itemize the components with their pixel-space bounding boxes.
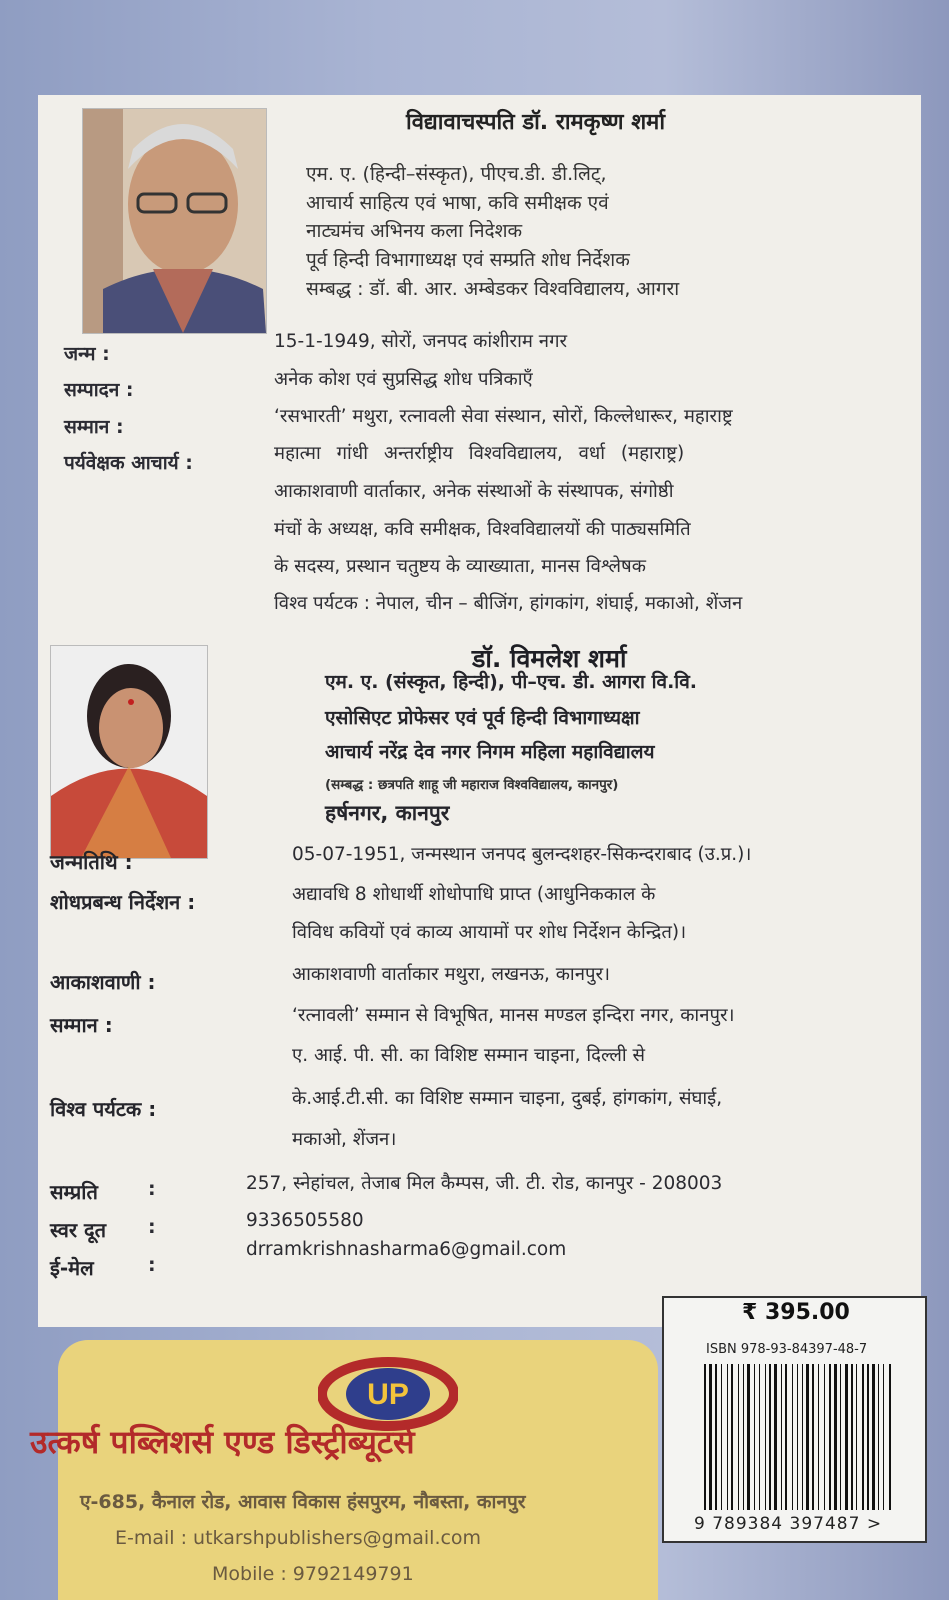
author1-qualification: एम. ए. (हिन्दी–संस्कृत), पीएच.डी. डी.लिट्, [306,163,607,185]
publisher-email: E-mail : utkarshpublishers@gmail.com [115,1527,482,1549]
honours-label: सम्मान : [64,416,124,438]
supervisor-line: मंचों के अध्यक्ष, कवि समीक्षक, विश्वविद्यालयों की पाठ्यसमिति [274,519,691,540]
publisher-name: उत्कर्ष पब्लिशर्स एण्ड डिस्ट्रीब्यूटर्स [30,1423,415,1461]
address-colon: : [148,1178,156,1200]
author2-qualification: एम. ए. (संस्कृत, हिन्दी), पी–एच. डी. आगरा वि.वि. [325,671,697,693]
world-travel-line: विश्व पर्यटक : नेपाल, चीन – बीजिंग, हांगकांग, शंघाई, मकाओ, शेंजन [274,593,743,614]
honours-value: ‘रसभारती’ मथुरा, रत्नावली सेवा संस्थान, सोरों, किल्लेधारूर, महाराष्ट्र [274,406,733,427]
publisher-panel [58,1340,658,1600]
birth-value: 15-1-1949, सोरों, जनपद कांशीराम नगर [274,331,568,352]
phone-colon: : [148,1216,156,1238]
editing-label: सम्पादन : [64,379,134,401]
author2-qualification: आचार्य नरेंद्र देव नगर निगम महिला महाविद्यालय [325,741,655,763]
price-value: ₹ 395.00 [742,1300,850,1325]
email-colon: : [148,1254,156,1276]
barcode [700,1364,900,1514]
author1-name: विद्यावाचस्पति डॉ. रामकृष्ण शर्मा [406,110,666,135]
supervisor-line: महात्मा गांधी अन्तर्राष्ट्रीय विश्वविद्यालय, वर्धा (महाराष्ट्र) [274,443,685,464]
author2-affiliation: (सम्बद्ध : छत्रपति शाहू जी महाराज विश्वविद्यालय, कानपुर) [325,777,619,793]
editing-value: अनेक कोश एवं सुप्रसिद्ध शोध पत्रिकाएँ [274,369,533,390]
thesis-line: विविध कवियों एवं काव्य आयामों पर शोध निर्देशन केन्द्रित)। [292,922,687,943]
radio-value: आकाशवाणी वार्ताकार मथुरा, लखनऊ, कानपुर। [292,964,611,985]
address-value: 257, स्नेहांचल, तेजाब मिल कैम्पस, जी. टी. रोड, कानपुर - 208003 [246,1173,723,1194]
radio-label: आकाशवाणी : [50,970,156,994]
dob-label: जन्मतिथि : [50,850,133,874]
address-label: सम्प्रति [50,1180,98,1204]
supervisor-line: आकाशवाणी वार्ताकार, अनेक संस्थाओं के संस्थापक, संगोष्ठी [274,481,674,502]
dob-value: 05-07-1951, जन्मस्थान जनपद बुलन्दशहर-सिकन्दराबाद (उ.प्र.)। [292,844,752,865]
author1-photo [82,108,267,334]
honours2-line: ए. आई. पी. सी. का विशिष्ट सम्मान चाइना, दिल्ली से [292,1045,646,1066]
author2-photo [50,645,208,859]
publisher-address: ए-685, कैनाल रोड, आवास विकास हंसपुरम, नौबस्ता, कानपुर [80,1491,526,1513]
thesis-label: शोधप्रबन्ध निर्देशन : [50,890,196,914]
author1-qualification: आचार्य साहित्य एवं भाषा, कवि समीक्षक एवं [306,192,609,214]
thesis-line: अद्यावधि 8 शोधार्थी शोधोपाधि प्राप्त (आधुनिककाल के [292,884,656,905]
svg-text:UP: UP [367,1378,409,1411]
author1-qualification: सम्बद्ध : डॉ. बी. आर. अम्बेडकर विश्वविद्यालय, आगरा [306,278,680,300]
phone-label: स्वर दूत [50,1218,107,1242]
supervisor-line: के सदस्य, प्रस्थान चतुष्टय के व्याख्याता, मानस विश्लेषक [274,556,646,577]
email-value: drramkrishnasharma6@gmail.com [246,1239,567,1260]
phone-value: 9336505580 [246,1210,364,1231]
barcode-digits: 9 789384 397487 > [694,1514,883,1534]
supervisor-label: पर्यवेक्षक आचार्य : [64,452,193,474]
travel-line: मकाओ, शेंजन। [292,1129,397,1150]
author2-name: डॉ. विमलेश शर्मा [472,644,627,673]
author2-place: हर्षनगर, कानपुर [325,801,450,825]
birth-label: जन्म : [64,343,110,365]
travel-label: विश्व पर्यटक : [50,1097,157,1121]
isbn-text: ISBN 978-93-84397-48-7 [706,1342,868,1357]
email-label: ई-मेल [50,1256,94,1280]
honours2-label: सम्मान : [50,1013,113,1037]
author1-qualification: नाट्यमंच अभिनय कला निदेशक [306,220,523,242]
travel-line: के.आई.टी.सी. का विशिष्ट सम्मान चाइना, दुबई, हांगकांग, संघाई, [292,1088,723,1109]
author1-qualification: पूर्व हिन्दी विभागाध्यक्ष एवं सम्प्रति शोध निर्देशक [306,249,630,271]
publisher-mobile: Mobile : 9792149791 [212,1563,414,1585]
author2-qualification: एसोसिएट प्रोफेसर एवं पूर्व हिन्दी विभागाध्यक्षा [325,707,640,729]
honours2-line: ‘रत्नावली’ सम्मान से विभूषित, मानस मण्डल इन्दिरा नगर, कानपुर। [292,1005,735,1026]
